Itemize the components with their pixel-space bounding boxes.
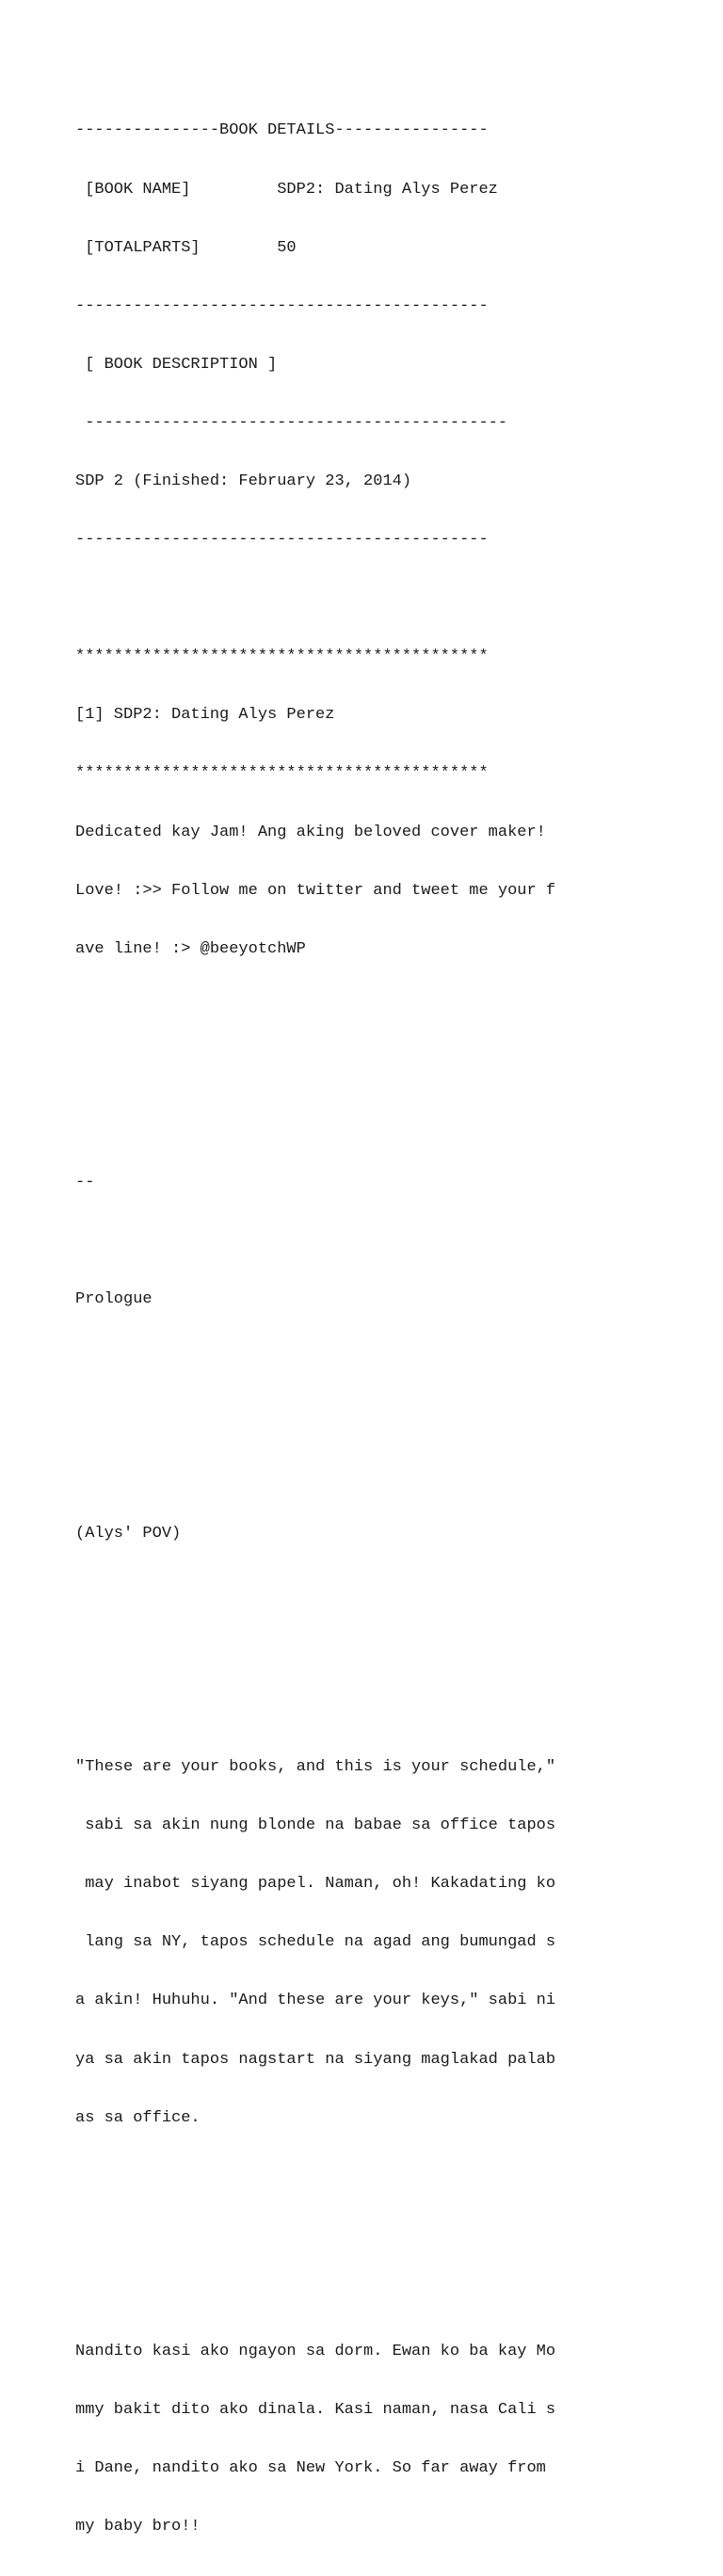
chapter-title: [1] SDP2: Dating Alys Perez [75,706,335,725]
paragraph-line: Nandito kasi ako ngayon sa dorm. Ewan ko ba kay Mo [75,2342,556,2360]
star-divider: ******************************************* [75,648,489,666]
blank-line [75,2226,555,2246]
blank-line [75,2284,555,2304]
paragraph-line: i Dane, nandito ako sa New York. So far away from [75,2459,546,2478]
blank-line [75,1349,555,1368]
dedication-line: ave line! :> @beeyotchWP [75,939,306,958]
paragraph-line: my baby bro!! [75,2518,201,2536]
pov-heading: (Alys' POV) [75,1524,182,1543]
paragraph-line: sabi sa akin nung blonde na babae sa office tapos [75,1816,556,1835]
divider: ------------------------------------------- [75,296,489,315]
blank-line [75,1700,555,1720]
book-description-header: [ BOOK DESCRIPTION ] [75,355,278,374]
paragraph-line: as sa office. [75,2108,201,2127]
dedication-line: Dedicated kay Jam! Ang aking beloved cover maker! [75,823,546,841]
dedication-line: Love! :>> Follow me on twitter and tweet me your f [75,881,556,900]
blank-line [75,1057,555,1077]
star-divider: ******************************************* [75,764,489,783]
blank-line [75,1115,555,1135]
divider: -------------------------------------------- [75,413,508,432]
prologue-heading: Prologue [75,1290,153,1309]
section-separator: -- [75,1174,95,1192]
divider: ------------------------------------------- [75,531,489,550]
blank-line [75,999,555,1018]
blank-line [75,1466,555,1486]
paragraph-line: mmy bakit dito ako dinala. Kasi naman, nasa Cali s [75,2401,556,2420]
blank-line [75,1407,555,1427]
book-description-text: SDP 2 (Finished: February 23, 2014) [75,472,412,490]
paragraph-line: ya sa akin tapos nagstart na siyang maglakad palab [75,2050,556,2069]
blank-line [75,1641,555,1661]
paragraph-line: a akin! Huhuhu. "And these are your keys," sabi ni [75,1992,556,2010]
blank-line [75,589,555,609]
paragraph-line: may inabot siyang papel. Naman, oh! Kakadating ko [75,1875,556,1894]
total-parts-row: [TOTALPARTS] 50 [75,238,297,257]
paragraph-line: lang sa NY, tapos schedule na agad ang bumungad s [75,1933,556,1952]
blank-line [75,1583,555,1603]
blank-line [75,2168,555,2187]
blank-line [75,1232,555,1252]
paragraph-line: "These are your books, and this is your schedule," [75,1758,556,1777]
book-details-header: ---------------BOOK DETAILS---------------- [75,121,489,140]
document-text [75,83,555,2576]
book-name-row: [BOOK NAME] SDP2: Dating Alys Perez [75,180,498,199]
